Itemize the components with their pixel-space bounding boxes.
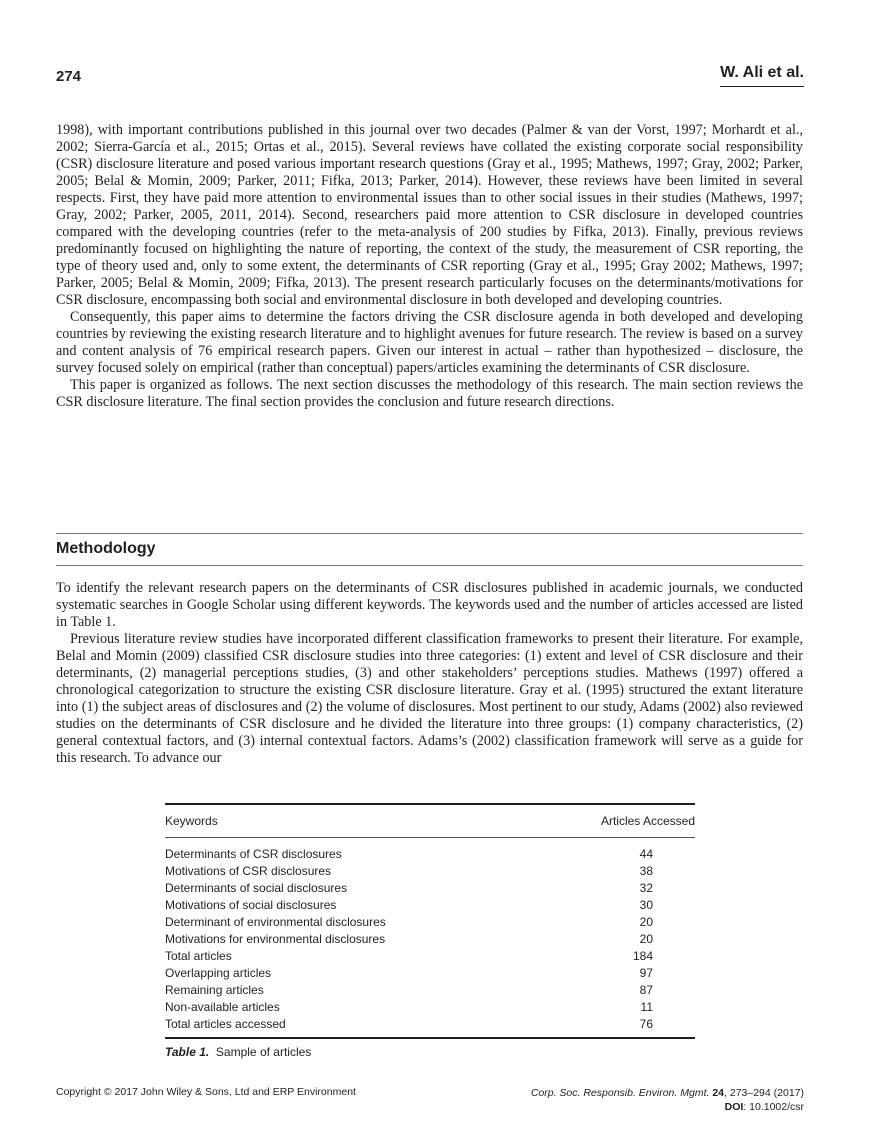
section-title: Methodology bbox=[56, 540, 156, 557]
articles-count-cell: 20 bbox=[639, 915, 653, 929]
keyword-cell: Non-available articles bbox=[165, 1000, 280, 1014]
table-caption bbox=[165, 1045, 695, 1059]
paragraph: This paper is organized as follows. The next section discusses the methodology of this research. The main section reviews the CSR disclosure literature. The final section provides the conclusion and future research directions. bbox=[56, 377, 803, 410]
keyword-cell: Motivations of CSR disclosures bbox=[165, 864, 332, 878]
articles-count-cell: 184 bbox=[632, 949, 653, 963]
keyword-cell: Total articles bbox=[165, 949, 232, 963]
table-row bbox=[165, 999, 695, 1016]
table-row bbox=[165, 880, 695, 897]
keyword-cell: Remaining articles bbox=[165, 983, 264, 997]
articles-count-cell: 20 bbox=[639, 932, 653, 946]
page-number: 274 bbox=[56, 68, 82, 85]
keyword-cell: Motivations for environmental disclosures bbox=[165, 932, 386, 946]
articles-count-cell: 76 bbox=[639, 1017, 653, 1031]
intro-text bbox=[56, 122, 803, 411]
articles-count-cell: 44 bbox=[639, 847, 653, 861]
articles-count-cell: 11 bbox=[640, 1000, 653, 1014]
table-row bbox=[165, 838, 695, 864]
articles-count-cell: 32 bbox=[639, 881, 653, 895]
articles-count-cell: 87 bbox=[639, 983, 653, 997]
table-row bbox=[165, 965, 695, 982]
keyword-cell: Overlapping articles bbox=[165, 966, 272, 980]
column-header-keywords: Keywords bbox=[165, 804, 537, 838]
paragraph: 1998), with important contributions published in this journal over two decades (Palmer & van der Vorst, 1997; Morhardt et al., 2002; Sierra-García et al., 2015; Ortas et al., 2015). Several reviews have collated the existing corporate social responsibility (CSR) disclosure literature and posed various important research questions (Gray et al., 1995; Mathews, 1997; Gray, 2002; Parker, 2005; Belal & Momin, 2009; Parker, 2011; Fifka, 2013; Parker, 2014). However, these reviews have been limited in several respects. First, they have paid more attention to environmental issues than to other social issues in their studies (Mathews, 1997; Gray, 2002; Parker, 2005, 2011, 2014). Second, researchers paid more attention to CSR disclosure in developed countries compared with the developing countries (refer to the meta-analysis of 200 studies by Fifka, 2013). Finally, previous reviews predominantly focused on highlighting the nature of reporting, the context of the study, the measurement of CSR reporting, the type of theory used and, only to some extent, the determinants of CSR reporting (Gray et al., 1995; Gray 2002; Mathews, 1997; Parker, 2005; Belal & Momin, 2009; Fifka, 2013). The present research particularly focuses on the determinants/motivations for CSR disclosure, encompassing both social and environmental disclosure in both developed and developing countries. bbox=[56, 122, 803, 308]
keyword-cell: Motivations of social disclosures bbox=[165, 898, 337, 912]
paragraph: Previous literature review studies have incorporated different classification frameworks to present their literature. For example, Belal and Momin (2009) classified CSR disclosure studies into three categories: (1) extent and level of CSR disclosure and their determinants, (2) managerial perceptions studies, (3) and other stakeholders’ perceptions studies. Mathews (1997) offered a chronological categorization to structure the existing CSR disclosure literature. Gray et al. (1995) structured the extant literature into (1) the subject areas of disclosures and (2) the volume of disclosures. Most pertinent to our study, Adams (2002) also reviewed studies on the determinants of CSR disclosure and he divided the literature into three groups: (1) company characteristics, (2) general contextual factors, and (3) internal contextual factors. Adams’s (2002) classification framework will serve as a guide for this research. To advance our bbox=[56, 631, 803, 766]
keyword-cell: Total articles accessed bbox=[165, 1017, 286, 1031]
keyword-cell: Determinants of social disclosures bbox=[165, 881, 348, 895]
caption-text: Sample of articles bbox=[215, 1045, 312, 1059]
doi-value: : 10.1002/csr bbox=[743, 1101, 804, 1113]
volume: 24 bbox=[712, 1087, 725, 1099]
footer-copyright: Copyright © 2017 John Wiley & Sons, Ltd and ERP Environment bbox=[56, 1086, 356, 1098]
table-row bbox=[165, 982, 695, 999]
table-row bbox=[165, 863, 695, 880]
articles-count-cell: 38 bbox=[639, 864, 653, 878]
articles-count-cell: 30 bbox=[639, 898, 653, 912]
paragraph: To identify the relevant research papers on the determinants of CSR disclosures published in academic journals, we conducted systematic searches in Google Scholar using different keywords. The keywords used and the number of articles accessed are listed in Table 1. bbox=[56, 580, 803, 630]
pages-year: , 273–294 (2017) bbox=[724, 1087, 804, 1099]
table-row bbox=[165, 1016, 695, 1038]
section-rule-top bbox=[56, 533, 803, 534]
column-header-articles: Articles Accessed bbox=[537, 804, 695, 838]
running-head: W. Ali et al. bbox=[720, 64, 804, 87]
doi-label: DOI bbox=[724, 1101, 744, 1113]
journal-name: Corp. Soc. Responsib. Environ. Mgmt. bbox=[530, 1087, 710, 1099]
footer-citation bbox=[531, 1086, 804, 1114]
table-1 bbox=[165, 803, 695, 1059]
section-rule-bottom bbox=[56, 565, 803, 566]
sample-table bbox=[165, 803, 695, 1039]
methodology-text bbox=[56, 580, 803, 767]
keyword-cell: Determinant of environmental disclosures bbox=[165, 915, 386, 929]
caption-label: Table 1. bbox=[165, 1045, 210, 1059]
table-row bbox=[165, 897, 695, 914]
table-row bbox=[165, 931, 695, 948]
table-row bbox=[165, 948, 695, 965]
articles-count-cell: 97 bbox=[639, 966, 653, 980]
table-row bbox=[165, 914, 695, 931]
paragraph: Consequently, this paper aims to determine the factors driving the CSR disclosure agenda in both developed and developing countries by reviewing the existing research literature and to highlight avenues for future research. The review is based on a survey and content analysis of 76 empirical research papers. Given our interest in actual – rather than hypothesized – disclosure, the survey focused solely on empirical (rather than conceptual) papers/articles examining the determinants of CSR disclosure. bbox=[56, 309, 803, 376]
table-body bbox=[165, 838, 695, 1039]
keyword-cell: Determinants of CSR disclosures bbox=[165, 847, 342, 861]
